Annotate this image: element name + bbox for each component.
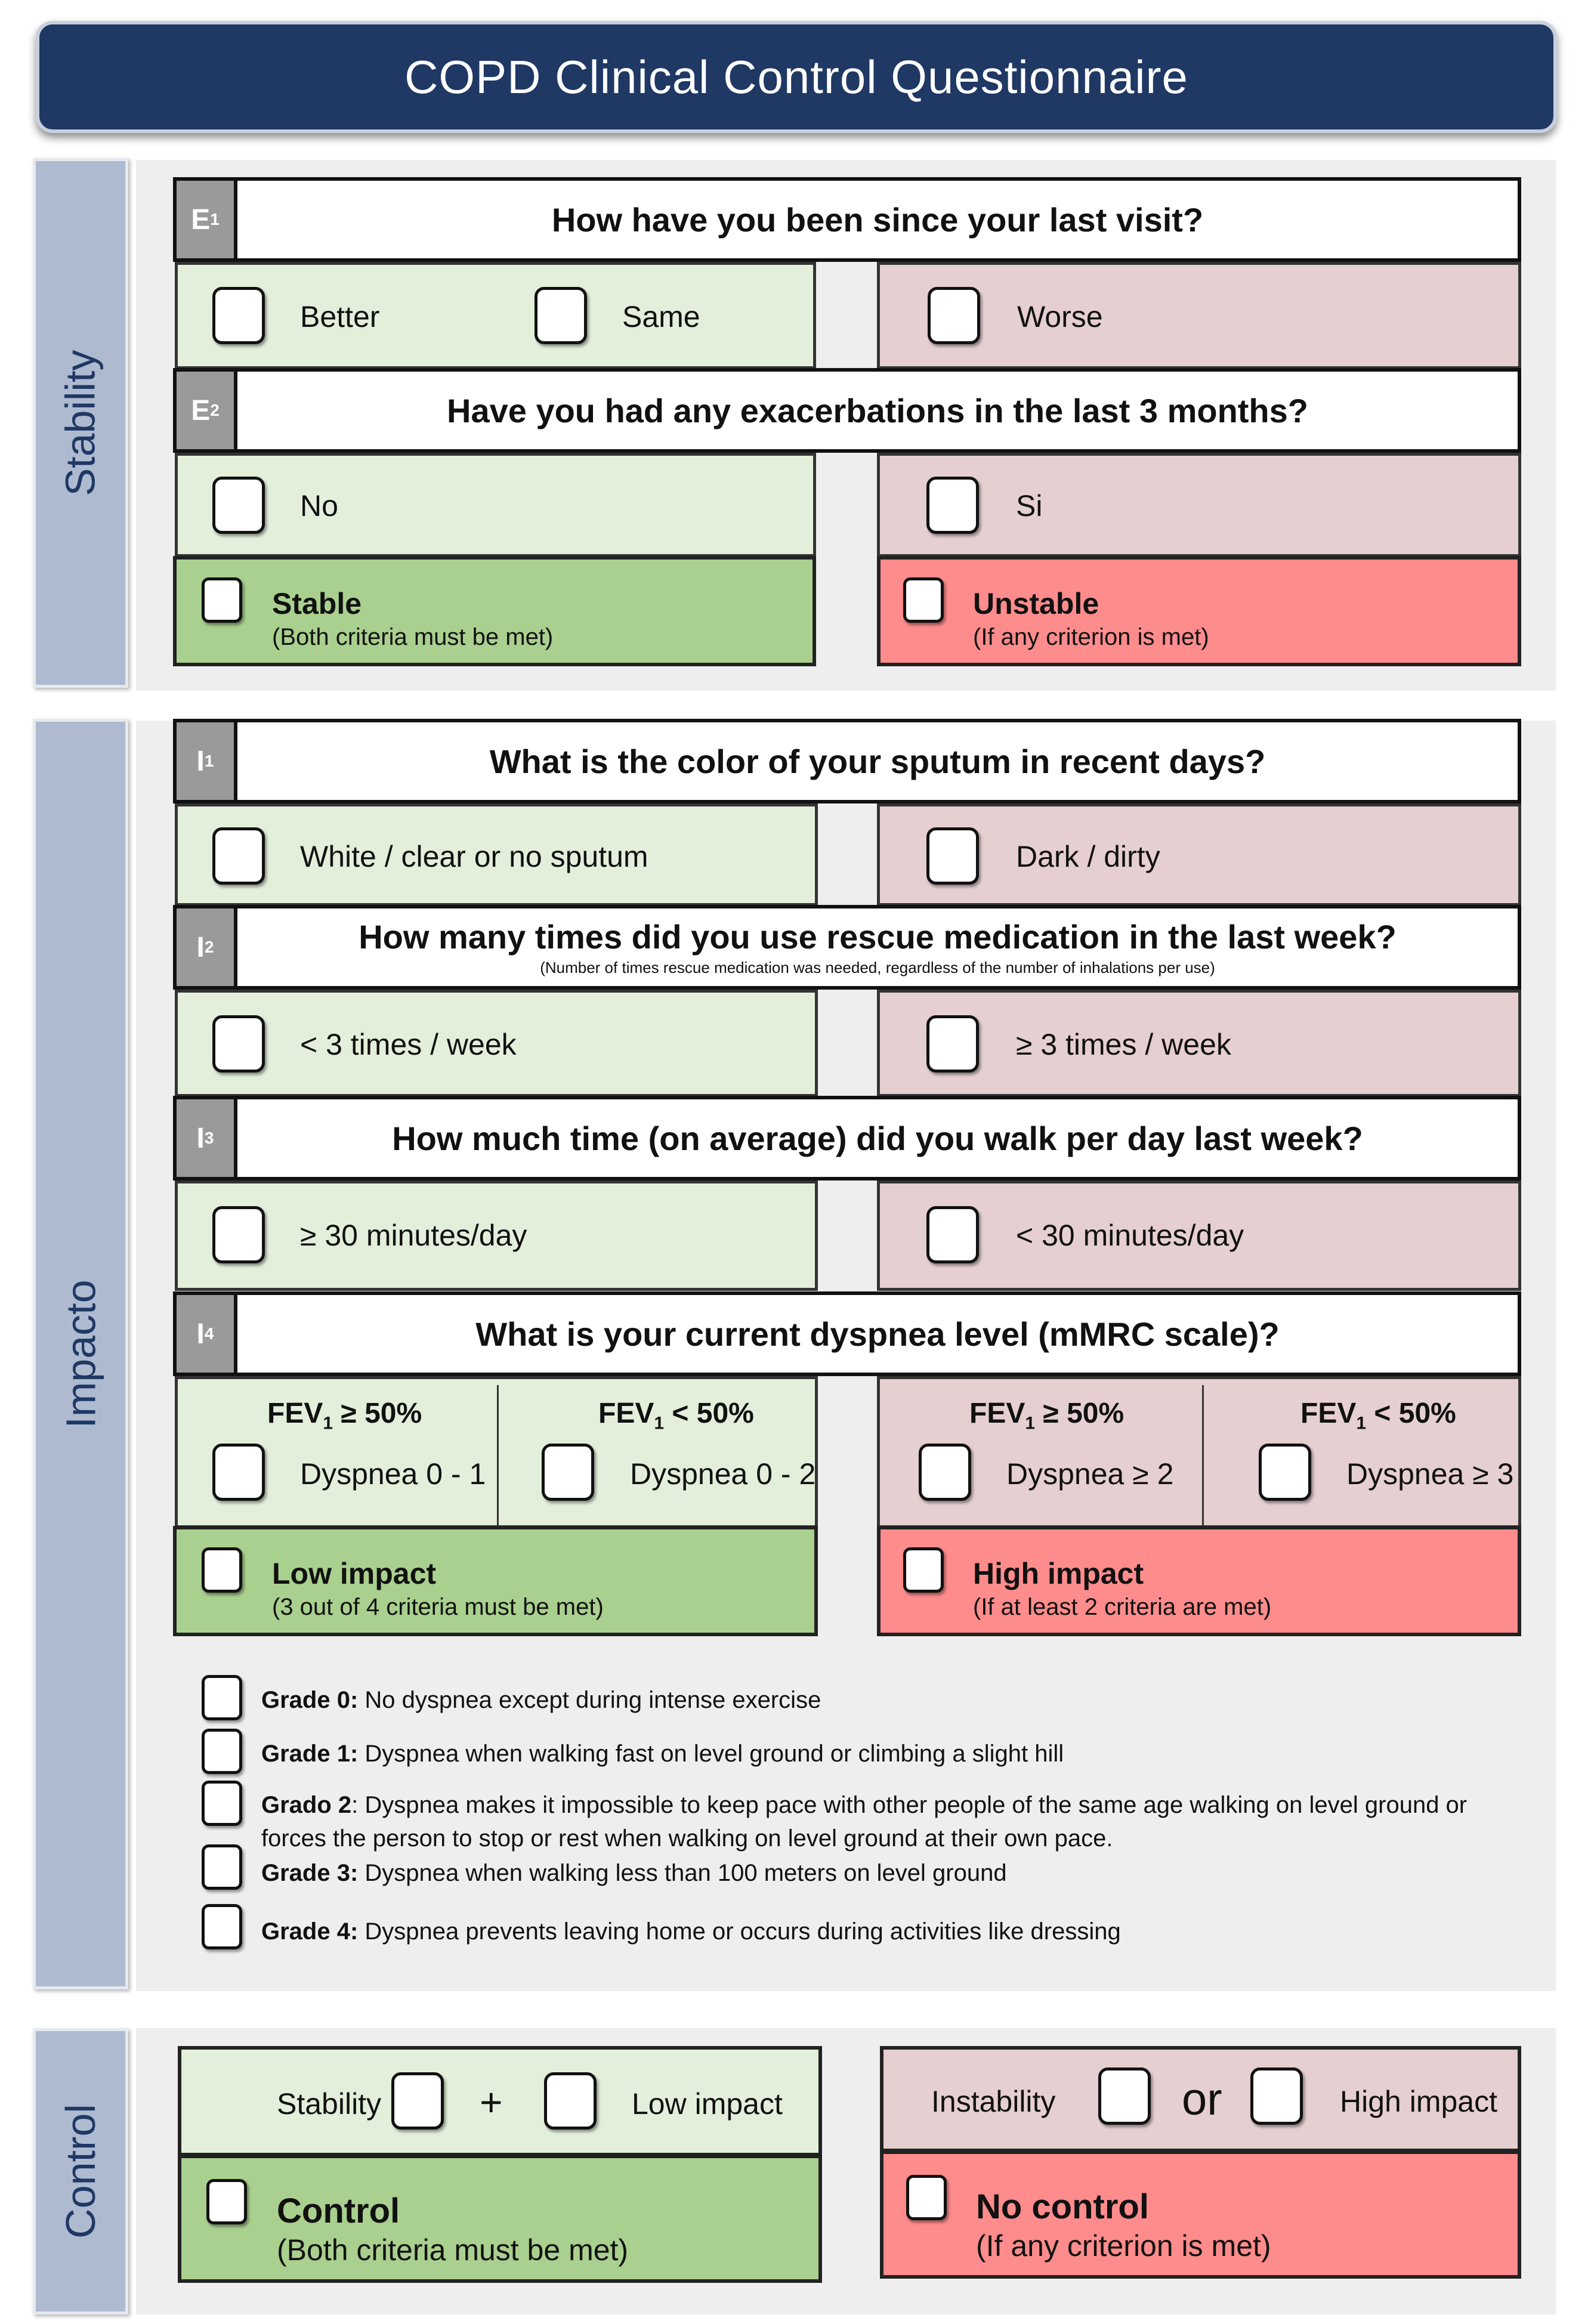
i1-negative-options [877, 803, 1521, 906]
column-divider [497, 1385, 499, 1528]
question-text-e1: How have you been since your last visit? [551, 200, 1204, 239]
question-i4 [173, 1291, 1521, 1376]
i4-positive-options [175, 1376, 818, 1528]
checkbox-less-3-times[interactable] [212, 1015, 265, 1073]
question-i2-subtitle: (Number of times rescue medication was needed, regardless of the number of inhalations per use) [540, 959, 1215, 976]
section-label-impact [33, 719, 128, 1989]
no-control-note: (If any criterion is met) [976, 2229, 1271, 2263]
checkbox-dyspnea-2-plus[interactable] [919, 1444, 971, 1501]
option-label-dyspnea-0-1: Dyspnea 0 - 1 [300, 1457, 486, 1491]
section-label-control [33, 2028, 128, 2314]
unstable-label: Unstable [973, 587, 1099, 620]
stable-result [173, 556, 816, 666]
i1-positive-options [175, 803, 818, 906]
i3-negative-options [877, 1180, 1521, 1291]
i3-positive-options [175, 1180, 818, 1291]
no-control-criteria [880, 2046, 1521, 2152]
option-label-3-or-more-times: ≥ 3 times / week [1016, 1028, 1231, 1061]
option-label-white-clear: White / clear or no sputum [300, 840, 648, 873]
checkbox-high-impact[interactable] [903, 1547, 944, 1593]
question-i3 [173, 1096, 1521, 1180]
e1-positive-options [175, 262, 816, 369]
checkbox-grade-4[interactable] [202, 1904, 242, 1949]
e1-negative-options [877, 262, 1521, 369]
control-stability-label: Stability [277, 2087, 382, 2121]
option-label-si: Si [1016, 489, 1043, 523]
checkbox-dyspnea-0-2[interactable] [542, 1444, 594, 1501]
checkbox-unstable[interactable] [903, 577, 944, 623]
checkbox-same[interactable] [535, 287, 587, 344]
checkbox-no[interactable] [212, 477, 265, 534]
unstable-note: (If any criterion is met) [973, 624, 1209, 650]
checkbox-control-high-impact[interactable] [1250, 2068, 1303, 2125]
checkbox-grade-3[interactable] [202, 1844, 242, 1890]
i2-positive-options [175, 990, 818, 1097]
question-e1 [173, 177, 1521, 262]
fev-label-col4: $FEV_1 < 50\%$ [1300, 1398, 1456, 1433]
control-note: (Both criteria must be met) [277, 2233, 629, 2267]
checkbox-30-or-more-min[interactable] [212, 1206, 265, 1263]
option-label-dark-dirty: Dark / dirty [1016, 840, 1160, 873]
control-label: Control [277, 2192, 400, 2230]
checkbox-grade-2[interactable] [202, 1781, 242, 1826]
checkbox-dyspnea-3-plus[interactable] [1259, 1444, 1311, 1501]
low-impact-result [173, 1526, 818, 1636]
unstable-result [877, 556, 1521, 666]
low-impact-note: (3 out of 4 criteria must be met) [272, 1594, 604, 1620]
question-code-i1: I 1 [177, 722, 237, 800]
grade-0-text: Grade 0: No dyspnea except during intense exercise [261, 1687, 821, 1713]
question-text-i2 [237, 917, 1518, 977]
question-i1 [173, 719, 1521, 803]
checkbox-white-clear[interactable] [212, 827, 265, 885]
high-impact-label: High impact [973, 1557, 1144, 1590]
control-low-impact-label: Low impact [632, 2087, 783, 2121]
no-control-label: No control [976, 2187, 1149, 2226]
checkbox-3-or-more-times[interactable] [926, 1015, 979, 1073]
plus-sign: + [480, 2080, 503, 2124]
question-code-i4: I 4 [177, 1295, 237, 1373]
checkbox-control-stability[interactable] [391, 2072, 444, 2130]
i2-negative-options [877, 990, 1521, 1097]
option-label-better: Better [300, 300, 380, 333]
option-label-worse: Worse [1017, 300, 1103, 333]
option-label-dyspnea-0-2: Dyspnea 0 - 2 [630, 1457, 816, 1491]
question-text-i1: What is the color of your sputum in recent days? [489, 742, 1266, 780]
question-i2 [173, 905, 1521, 990]
checkbox-grade-0[interactable] [202, 1675, 242, 1720]
grade-1-text: Grade 1: Dyspnea when walking fast on level ground or climbing a slight hill [261, 1741, 1064, 1767]
question-code-e2: E 2 [177, 372, 237, 449]
control-high-impact-label: High impact [1340, 2085, 1497, 2118]
section-label-stability-text: Stability [57, 350, 104, 496]
checkbox-stable[interactable] [202, 577, 242, 623]
question-text-e2: Have you had any exacerbations in the last 3 months? [447, 391, 1308, 429]
option-label-dyspnea-2-plus: Dyspnea ≥ 2 [1006, 1457, 1174, 1491]
question-code-i2: I 2 [177, 908, 237, 986]
option-label-less-3-times: < 3 times / week [300, 1028, 517, 1061]
grade-3-text: Grade 3: Dyspnea when walking less than 100 meters on level ground [261, 1860, 1007, 1886]
or-text: or [1182, 2074, 1222, 2125]
option-label-no: No [300, 489, 338, 523]
checkbox-dark-dirty[interactable] [926, 827, 979, 885]
checkbox-control-low-impact[interactable] [544, 2072, 597, 2130]
option-label-less-30-min: < 30 minutes/day [1016, 1219, 1244, 1252]
grade-4-text: Grade 4: Dyspnea prevents leaving home or occurs during activities like dressing [261, 1918, 1121, 1945]
grade-2-text: Grado 2: Dyspnea makes it impossible to keep pace with other people of the same age walking on level ground or forces the person to stop or rest when walking on level ground at their own pace. [261, 1792, 1468, 1852]
fev-label-col1: $FEV_1 \ge 50\%$ [267, 1398, 422, 1433]
checkbox-si[interactable] [926, 477, 979, 534]
question-text-i4: What is your current dyspnea level (mMRC scale)? [475, 1315, 1280, 1353]
question-code-i3: I 3 [177, 1099, 237, 1177]
fev-label-col3: $FEV_1 \ge 50\%$ [969, 1398, 1124, 1433]
checkbox-low-impact[interactable] [202, 1547, 242, 1593]
high-impact-result [877, 1526, 1521, 1636]
section-label-stability [33, 158, 128, 688]
question-code-e1: E 1 [177, 181, 237, 258]
page-title: COPD Clinical Control Questionnaire [36, 21, 1557, 133]
section-label-impact-text: Impacto [57, 1280, 104, 1429]
section-label-control-text: Control [57, 2104, 104, 2239]
checkbox-no-control[interactable] [906, 2175, 947, 2220]
low-impact-label: Low impact [272, 1557, 437, 1590]
question-text-i3: How much time (on average) did you walk per day last week? [392, 1119, 1363, 1157]
no-control-result [880, 2150, 1521, 2279]
checkbox-grade-1[interactable] [202, 1729, 242, 1774]
i4-negative-options [877, 1376, 1521, 1528]
checkbox-control[interactable] [206, 2179, 247, 2224]
option-label-same: Same [622, 300, 700, 333]
e2-negative-options [877, 453, 1521, 557]
checkbox-worse[interactable] [928, 287, 980, 344]
checkbox-better[interactable] [212, 287, 265, 344]
column-divider [1202, 1385, 1204, 1528]
control-instability-label: Instability [931, 2085, 1056, 2118]
e2-positive-options [175, 453, 816, 557]
option-label-30-or-more-min: ≥ 30 minutes/day [300, 1219, 527, 1252]
checkbox-control-instability[interactable] [1098, 2068, 1151, 2125]
question-i2-title: How many times did you use rescue medication in the last week? [359, 918, 1397, 956]
checkbox-dyspnea-0-1[interactable] [212, 1444, 265, 1501]
control-result [178, 2155, 822, 2283]
control-criteria [178, 2046, 822, 2156]
high-impact-note: (If at least 2 criteria are met) [973, 1594, 1272, 1620]
checkbox-less-30-min[interactable] [926, 1206, 979, 1263]
stable-note: (Both criteria must be met) [272, 624, 554, 650]
option-label-dyspnea-3-plus: Dyspnea ≥ 3 [1346, 1457, 1514, 1491]
question-e2 [173, 368, 1521, 453]
fev-label-col2: $FEV_1 < 50\%$ [598, 1398, 754, 1433]
stable-label: Stable [272, 587, 362, 620]
